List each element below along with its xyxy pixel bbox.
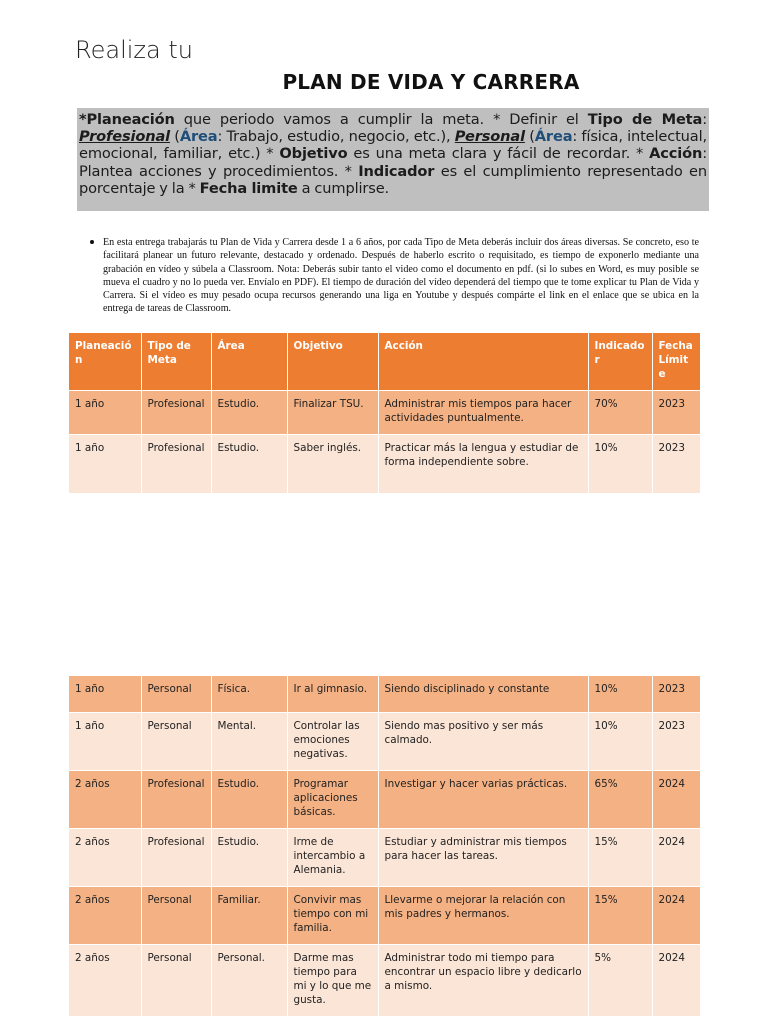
cell-objetivo: Programar aplicaciones básicas. (287, 770, 378, 828)
header-accion: Acción (378, 333, 588, 390)
cell-accion: Administrar mis tiempos para hacer actividades puntualmente. (378, 390, 588, 434)
cell-objetivo: Ir al gimnasio. (287, 676, 378, 712)
plan-table-top (69, 333, 701, 494)
cell-area: Estudio. (211, 390, 287, 434)
cell-indicador: 15% (588, 828, 652, 886)
cell-objetivo: Controlar las emociones negativas. (287, 712, 378, 770)
cell-fecha: 2023 (652, 434, 700, 493)
cell-objetivo: Irme de intercambio a Alemania. (287, 828, 378, 886)
table-row (69, 770, 700, 828)
cell-area: Física. (211, 676, 287, 712)
cell-fecha: 2024 (652, 944, 700, 1016)
cell-planeacion: 2 años (69, 944, 141, 1016)
cell-tipo-meta: Personal (141, 944, 211, 1016)
instructions-box: *Planeación que periodo vamos a cumplir la meta. * Definir el Tipo de Meta: Profesional (Área: Trabajo, estudio, negocio, etc.), Personal (Área: física, intelectual, emocional, familiar, etc.) * Objetivo es una meta clara y fácil de recordar. * Acción: Plantea acciones y procedimientos. * Indicador es el cumplimiento representado en porcentaje y la * Fecha limite a cumplirse. (77, 108, 709, 211)
cell-objetivo: Saber inglés. (287, 434, 378, 493)
table-row (69, 390, 700, 434)
header-tipo-meta: Tipo de Meta (141, 333, 211, 390)
table-row (69, 944, 700, 1016)
cell-planeacion: 2 años (69, 886, 141, 944)
page-subtitle: Realiza tu (75, 36, 193, 64)
header-area: Área (211, 333, 287, 390)
cell-indicador: 65% (588, 770, 652, 828)
cell-indicador: 10% (588, 434, 652, 493)
cell-area: Familiar. (211, 886, 287, 944)
cell-planeacion: 2 años (69, 828, 141, 886)
cell-fecha: 2023 (652, 676, 700, 712)
cell-area: Estudio. (211, 828, 287, 886)
cell-accion: Practicar más la lengua y estudiar de forma independiente sobre. (378, 434, 588, 493)
cell-area: Personal. (211, 944, 287, 1016)
cell-area: Estudio. (211, 770, 287, 828)
cell-fecha: 2024 (652, 770, 700, 828)
header-planeacion: Planeación (69, 333, 141, 390)
table-header-row (69, 333, 700, 390)
cell-fecha: 2024 (652, 828, 700, 886)
cell-planeacion: 2 años (69, 770, 141, 828)
cell-accion: Estudiar y administrar mis tiempos para hacer las tareas. (378, 828, 588, 886)
cell-fecha: 2023 (652, 390, 700, 434)
cell-tipo-meta: Profesional (141, 390, 211, 434)
cell-planeacion: 1 año (69, 434, 141, 493)
cell-area: Mental. (211, 712, 287, 770)
bullet-instructions: En esta entrega trabajarás tu Plan de Vida y Carrera desde 1 a 6 años, por cada Tipo de Meta deberás incluir dos áreas diversas. Se concreto, eso te facilitará planear un futuro relevante, destacado y ordenado. Después de haberlo escrito o requisitado, es tiempo de exponerlo mediante una grabación en vídeo y súbela a Classroom. Nota: Deberás subir tanto el video como el documento en pdf. (si lo subes en Word, es muy posible se mueva el cuadro y no lo pueda ver. Envíalo en PDF). El tiempo de duración del vídeo dependerá del tiempo que te tome explicar tu Plan de Vida y Carrera. Si el vídeo es muy pesado ocupa recursos generando una liga en Youtube y después compárte el link en el enlace que se ubica en la entrega de tareas de Classroom. (103, 237, 699, 315)
cell-accion: Administrar todo mi tiempo para encontrar un espacio libre y dedicarlo a mismo. (378, 944, 588, 1016)
cell-fecha: 2024 (652, 886, 700, 944)
cell-planeacion: 1 año (69, 712, 141, 770)
plan-table-bottom (69, 676, 701, 1017)
cell-indicador: 5% (588, 944, 652, 1016)
cell-area: Estudio. (211, 434, 287, 493)
cell-accion: Siendo mas positivo y ser más calmado. (378, 712, 588, 770)
header-fecha-limite: Fecha Límite (652, 333, 700, 390)
cell-accion: Llevarme o mejorar la relación con mis padres y hermanos. (378, 886, 588, 944)
table-row (69, 434, 700, 493)
table-row (69, 828, 700, 886)
cell-objetivo: Convivir mas tiempo con mi familia. (287, 886, 378, 944)
cell-planeacion: 1 año (69, 676, 141, 712)
cell-objetivo: Darme mas tiempo para mi y lo que me gusta. (287, 944, 378, 1016)
bullet-dot-icon (90, 240, 94, 244)
cell-indicador: 15% (588, 886, 652, 944)
cell-tipo-meta: Profesional (141, 770, 211, 828)
header-objetivo: Objetivo (287, 333, 378, 390)
cell-planeacion: 1 año (69, 390, 141, 434)
cell-tipo-meta: Personal (141, 676, 211, 712)
cell-tipo-meta: Personal (141, 886, 211, 944)
cell-tipo-meta: Profesional (141, 828, 211, 886)
cell-accion: Investigar y hacer varias prácticas. (378, 770, 588, 828)
cell-tipo-meta: Profesional (141, 434, 211, 493)
cell-indicador: 70% (588, 390, 652, 434)
cell-tipo-meta: Personal (141, 712, 211, 770)
table-row (69, 712, 700, 770)
header-indicador: Indicador (588, 333, 652, 390)
cell-indicador: 10% (588, 676, 652, 712)
table-row (69, 676, 700, 712)
cell-indicador: 10% (588, 712, 652, 770)
page-title: PLAN DE VIDA Y CARRERA (282, 70, 580, 94)
table-row (69, 886, 700, 944)
cell-objetivo: Finalizar TSU. (287, 390, 378, 434)
cell-accion: Siendo disciplinado y constante (378, 676, 588, 712)
cell-fecha: 2023 (652, 712, 700, 770)
